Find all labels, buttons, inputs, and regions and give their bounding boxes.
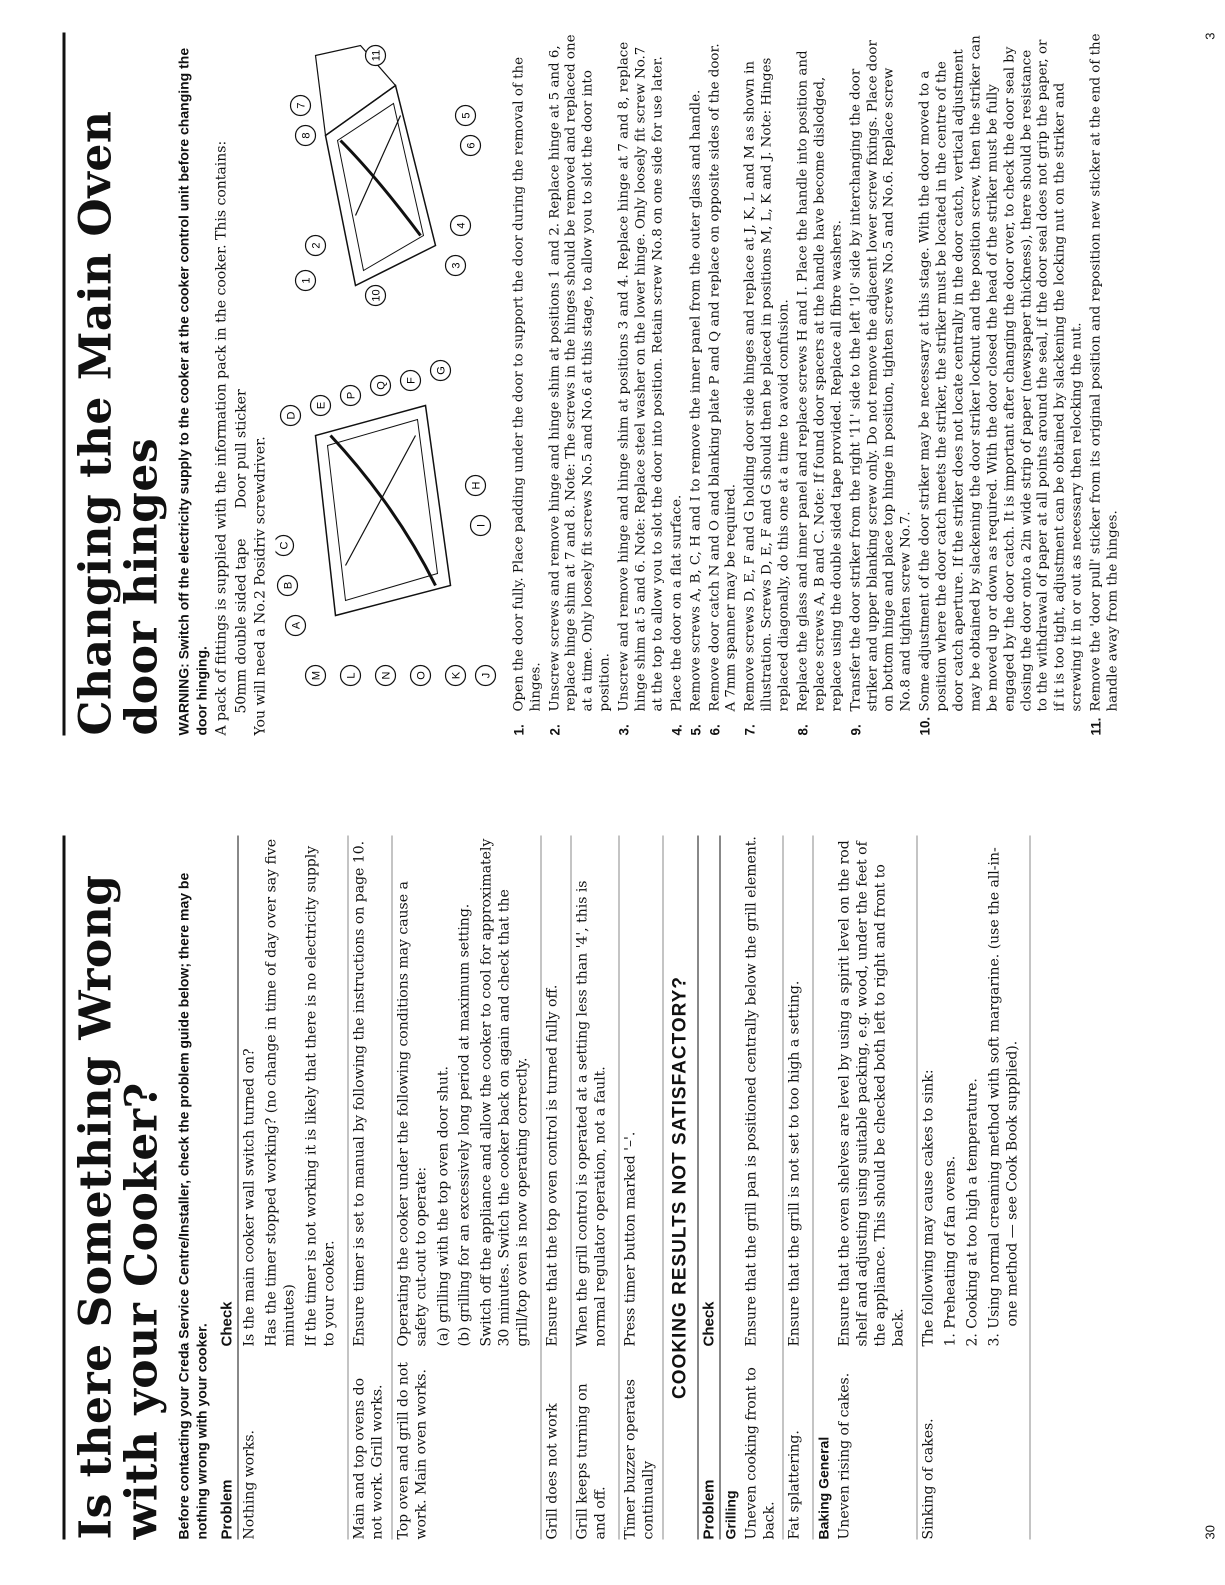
table-row: [740, 835, 784, 1539]
table-row: [619, 835, 663, 1539]
check-cell: [836, 835, 912, 1346]
diagram-label: A: [289, 621, 302, 629]
baking-table: [833, 835, 1030, 1539]
diagram-label: P: [344, 391, 357, 399]
step-number: 3.: [616, 723, 632, 735]
check-text: 3. Using normal creaming method with soft margarine. (use the all-in-one method — see Cook Book supplied).: [985, 846, 1020, 1346]
check-text: 2. Cooking at too high a temperature.: [963, 1077, 980, 1346]
table-row: [541, 835, 571, 1539]
screwdriver-note: You will need a No.2 Posidriv screwdriver.: [251, 435, 268, 735]
check-text: When the grill control is operated at a setting less than '4', this is normal regulator operation, not a fault.: [573, 880, 608, 1346]
table-row: [392, 835, 541, 1539]
check-cell: [241, 835, 343, 1346]
step-item: [917, 32, 1086, 735]
problem-cell: Timer buzzer operates continually: [621, 1378, 656, 1539]
diagrams: [275, 32, 505, 735]
table-row: [783, 835, 813, 1539]
diagram-label: L: [344, 671, 357, 679]
diagram-label: K: [449, 671, 462, 679]
step-text: Remove screws A, B, C, H and I to remove the inner panel from the outer glass and handle.: [687, 89, 703, 711]
step-text: Place the door on a flat surface.: [668, 494, 684, 711]
table-row: [348, 835, 392, 1539]
diagram-label: H: [469, 481, 482, 489]
step-item: [1088, 32, 1122, 735]
check-cell: [920, 835, 1026, 1346]
step-item: [848, 32, 916, 735]
cooking-table-header: [698, 835, 720, 1539]
problem-cell: Fat splattering.: [786, 1429, 803, 1539]
check-text: Ensure that the oven shelves are level by using a spirit level on the rod shelf and adjusting using suitable packing, e.g. wood, under the feet of the appliance. This should be checked both left to right and front to back.: [836, 839, 907, 1346]
diagram-label: 8: [299, 131, 312, 139]
check-text: Has the timer stopped working? (no change in time of day over say five minutes): [263, 838, 298, 1346]
diagram-label: M: [309, 670, 322, 680]
check-header: Check: [218, 1300, 236, 1346]
fittings-list: [233, 32, 249, 735]
check-text: Operating the cooker under the following conditions may cause a safety cut-out to operate:: [394, 880, 429, 1346]
door-diagrams: [275, 35, 505, 735]
step-number: 11.: [1088, 717, 1104, 735]
step-item: [669, 32, 686, 735]
check-text: If the timer is not working it is likely that there is no electricity supply to your cooker.: [303, 845, 337, 1346]
grilling-subheading: Grilling: [721, 1490, 738, 1539]
check-text: (a) grilling with the top oven door shut.: [434, 1065, 451, 1346]
step-number: 9.: [847, 723, 863, 735]
step-item: [707, 32, 741, 735]
diagram-label: 10: [369, 288, 382, 302]
step-number: 6.: [706, 723, 722, 735]
problem-cell: Uneven rising of cakes.: [836, 1372, 853, 1539]
check-text: Is the main cooker wall switch turned on?: [241, 1047, 258, 1346]
page-title: Is there Something Wrong with your Cooker?: [70, 874, 168, 1539]
warning-text: WARNING: Switch off the electricity supply to the cooker at the cooker control unit before changing the door hinging.: [175, 47, 209, 735]
step-number: 1.: [510, 723, 526, 735]
step-text: Open the door fully. Place padding under the door to support the door during the removal of the hinges.: [510, 56, 543, 711]
diagram-label: N: [379, 671, 392, 679]
step-text: Unscrew screws and remove hinge and hinge shim at positions 1 and 2. Replace hinge at 5 and 6, replace hinge shim at 7 and 8. Note: The screws in the hinges should be removed and replaced one at a time. Only loosely fit screws No.5 and No.6 at this stage, to allow you to slot the door into position.: [546, 33, 613, 711]
step-item: [742, 32, 793, 735]
top-rule: [62, 835, 65, 1539]
step-item: [795, 32, 846, 735]
problem-cell: Grill keeps turning on and off.: [573, 1382, 608, 1539]
table-row: [238, 835, 348, 1539]
baking-subheading: Baking General: [815, 1436, 832, 1539]
step-item: [511, 32, 545, 735]
diagram-label: J: [479, 672, 492, 678]
cooking-results-title: COOKING RESULTS NOT SATISFACTORY?: [663, 835, 698, 1539]
diagram-label: 7: [294, 101, 307, 109]
problem-cell: Top oven and grill do not work. Main oven works.: [394, 1361, 429, 1539]
check-text: The following may cause cakes to sink:: [919, 1068, 936, 1346]
step-number: 4.: [668, 723, 684, 735]
step-item: [688, 32, 705, 735]
step-text: Remove door catch N and O and blanking plate P and Q and replace on opposite sides of the door. A 7mm spanner may be required.: [706, 42, 739, 711]
check-text: Switch off the appliance and allow the cooker to cool for approximately 30 minutes. Switch the cooker back on again and check that the grill/top oven is now operating correctly.: [478, 838, 531, 1346]
table-row: [833, 835, 917, 1539]
instruction-steps: [511, 32, 1122, 735]
check-header: Check: [699, 1300, 717, 1346]
door-panel-diagram: [275, 360, 495, 685]
check-cell: [786, 835, 808, 1346]
step-number: 7.: [742, 723, 758, 735]
intro-text: Before contacting your Creda Service Centre/Installer, check the problem guide below; there may be nothing wrong with your cooker.: [175, 872, 209, 1539]
table-row: [571, 835, 619, 1539]
diagram-label: 2: [309, 241, 322, 249]
table-row: [917, 835, 1031, 1539]
check-cell: [574, 835, 614, 1346]
check-cell: [622, 835, 658, 1346]
diagram-label: O: [414, 670, 427, 680]
problem-cell: Main and top ovens do not work. Grill works.: [350, 1377, 385, 1539]
step-text: Replace the glass and inner panel and replace screws H and I. Place the handle into position and replace screws A, B and C. Note: If found door spacers at the handle have become dislodged, replace using the double sided tape provided. Replace all fibre washers.: [795, 49, 844, 711]
step-number: 5.: [687, 723, 703, 735]
page-number: 3: [1202, 32, 1217, 40]
problem-header: Problem: [699, 1478, 717, 1539]
diagram-label: D: [284, 411, 297, 419]
diagram-label: 11: [369, 49, 382, 61]
problem-cell: Uneven cooking front to back.: [742, 1366, 777, 1539]
diagram-label: B: [281, 581, 294, 589]
cooker-frame-diagram: [290, 45, 480, 305]
problem-cell: Nothing works.: [241, 1429, 258, 1539]
diagram-label: F: [404, 376, 417, 384]
check-text: 1. Preheating of fan ovens.: [941, 1155, 958, 1346]
check-text: Ensure that the top oven control is turned fully off.: [544, 984, 561, 1346]
diagram-label: E: [314, 401, 327, 409]
check-cell: [351, 835, 387, 1346]
step-number: 2.: [546, 723, 562, 735]
problem-table: [238, 835, 662, 1539]
check-text: Ensure that the grill pan is positioned centrally below the grill element.: [742, 835, 759, 1346]
diagram-label: 3: [449, 261, 462, 269]
check-cell: [395, 835, 536, 1346]
check-cell: [544, 835, 566, 1346]
problem-cell: Sinking of cakes.: [919, 1417, 936, 1539]
check-text: Ensure that the grill is not set to too high a setting.: [786, 980, 803, 1346]
fitting-item: 50mm double sided tape: [232, 538, 249, 713]
grilling-table: [740, 835, 814, 1539]
check-text: (b) grilling for an excessively long period at maximum setting.: [456, 903, 473, 1346]
door-hinge-page: [0, 0, 1225, 755]
pack-text: A pack of fittings is supplied with the information pack in the cooker. This contains:: [213, 140, 230, 735]
diagram-label: I: [474, 523, 487, 527]
step-text: Unscrew and remove hinge and hinge shim at positions 3 and 4. Replace hinge at 7 and 8, replace hinge shim at 5 and 6. Note: Replace steel washer on the lower hinge. Only loosely fit screw No.7 at the top to allow you to slot the door into position. Retain screw No.8 on one side for use later.: [616, 41, 665, 711]
troubleshooting-page: [0, 795, 1225, 1585]
step-item: [616, 32, 667, 735]
step-text: Remove screws D, E, F and G holding door side hinges and replace at J, K, L and M as shown in illustration. Screws D, E, F and G should then be placed in positions M, L, K and J. Note: Hinges replaced diagonally, do this one at a time to avoid confusion.: [742, 57, 792, 711]
problem-table-header: [216, 835, 238, 1539]
step-item: [547, 32, 615, 735]
step-number: 8.: [795, 723, 810, 735]
problem-header: Problem: [218, 1478, 236, 1539]
diagram-label: 1: [299, 276, 312, 284]
check-text: Press timer button marked '–'.: [621, 1131, 638, 1346]
problem-cell: Grill does not work: [544, 1402, 561, 1539]
step-text: Transfer the door striker from the right '11' side to the left '10' side by interchanging the door striker and upper blanking screw only. Do not remove the adjacent lower screw fixings. Place door on bottom hinge and place top hinge in position, tighten screws No.5 and No.6. Replace screw No.8 and tighten screw No.7.: [847, 39, 914, 711]
page-title: Changing the Main Oven door hinges: [70, 110, 168, 735]
diagram-label: 6: [464, 141, 477, 149]
step-text: Remove the 'door pull' sticker from its original position and reposition new sticker at the end of the handle away from the hinges.: [1088, 32, 1121, 711]
diagram-label: C: [277, 541, 290, 549]
top-rule: [62, 32, 65, 735]
diagram-label: 4: [454, 221, 467, 229]
page-number: 30: [1202, 1524, 1217, 1539]
check-cell: [743, 835, 779, 1346]
check-text: Ensure timer is set to manual by following the instructions on page 10.: [350, 840, 367, 1346]
diagram-label: Q: [374, 380, 387, 390]
diagram-label: 5: [459, 111, 472, 119]
step-number: 10.: [917, 716, 933, 735]
fitting-item: Door pull sticker: [232, 388, 249, 509]
diagram-label: G: [434, 365, 447, 375]
step-text: Some adjustment of the door striker may be necessary at this stage. With the door moved to a position where the door catch meets the striker, the striker must be located in the centre of the door catch aperture. If the striker does not locate centrally in the door catch, vertical adjustment may be obtained by slackening the door striker locknut and the position screw, then the striker can be moved up or down as required. With the door closed the head of the striker must be fully engaged by the door catch. It is important after changing the door over, to check the door seal by closing the door onto a 2in wide strip of paper (newspaper thickness), there should be resistance to the withdrawal of paper at all points around the seal, if the door seal does not grip the paper, or if it is too tight, adjustment can be obtained by slackening the locking nut on the striker and screwing it in or out as necessary then relocking the nut.: [917, 34, 1085, 711]
